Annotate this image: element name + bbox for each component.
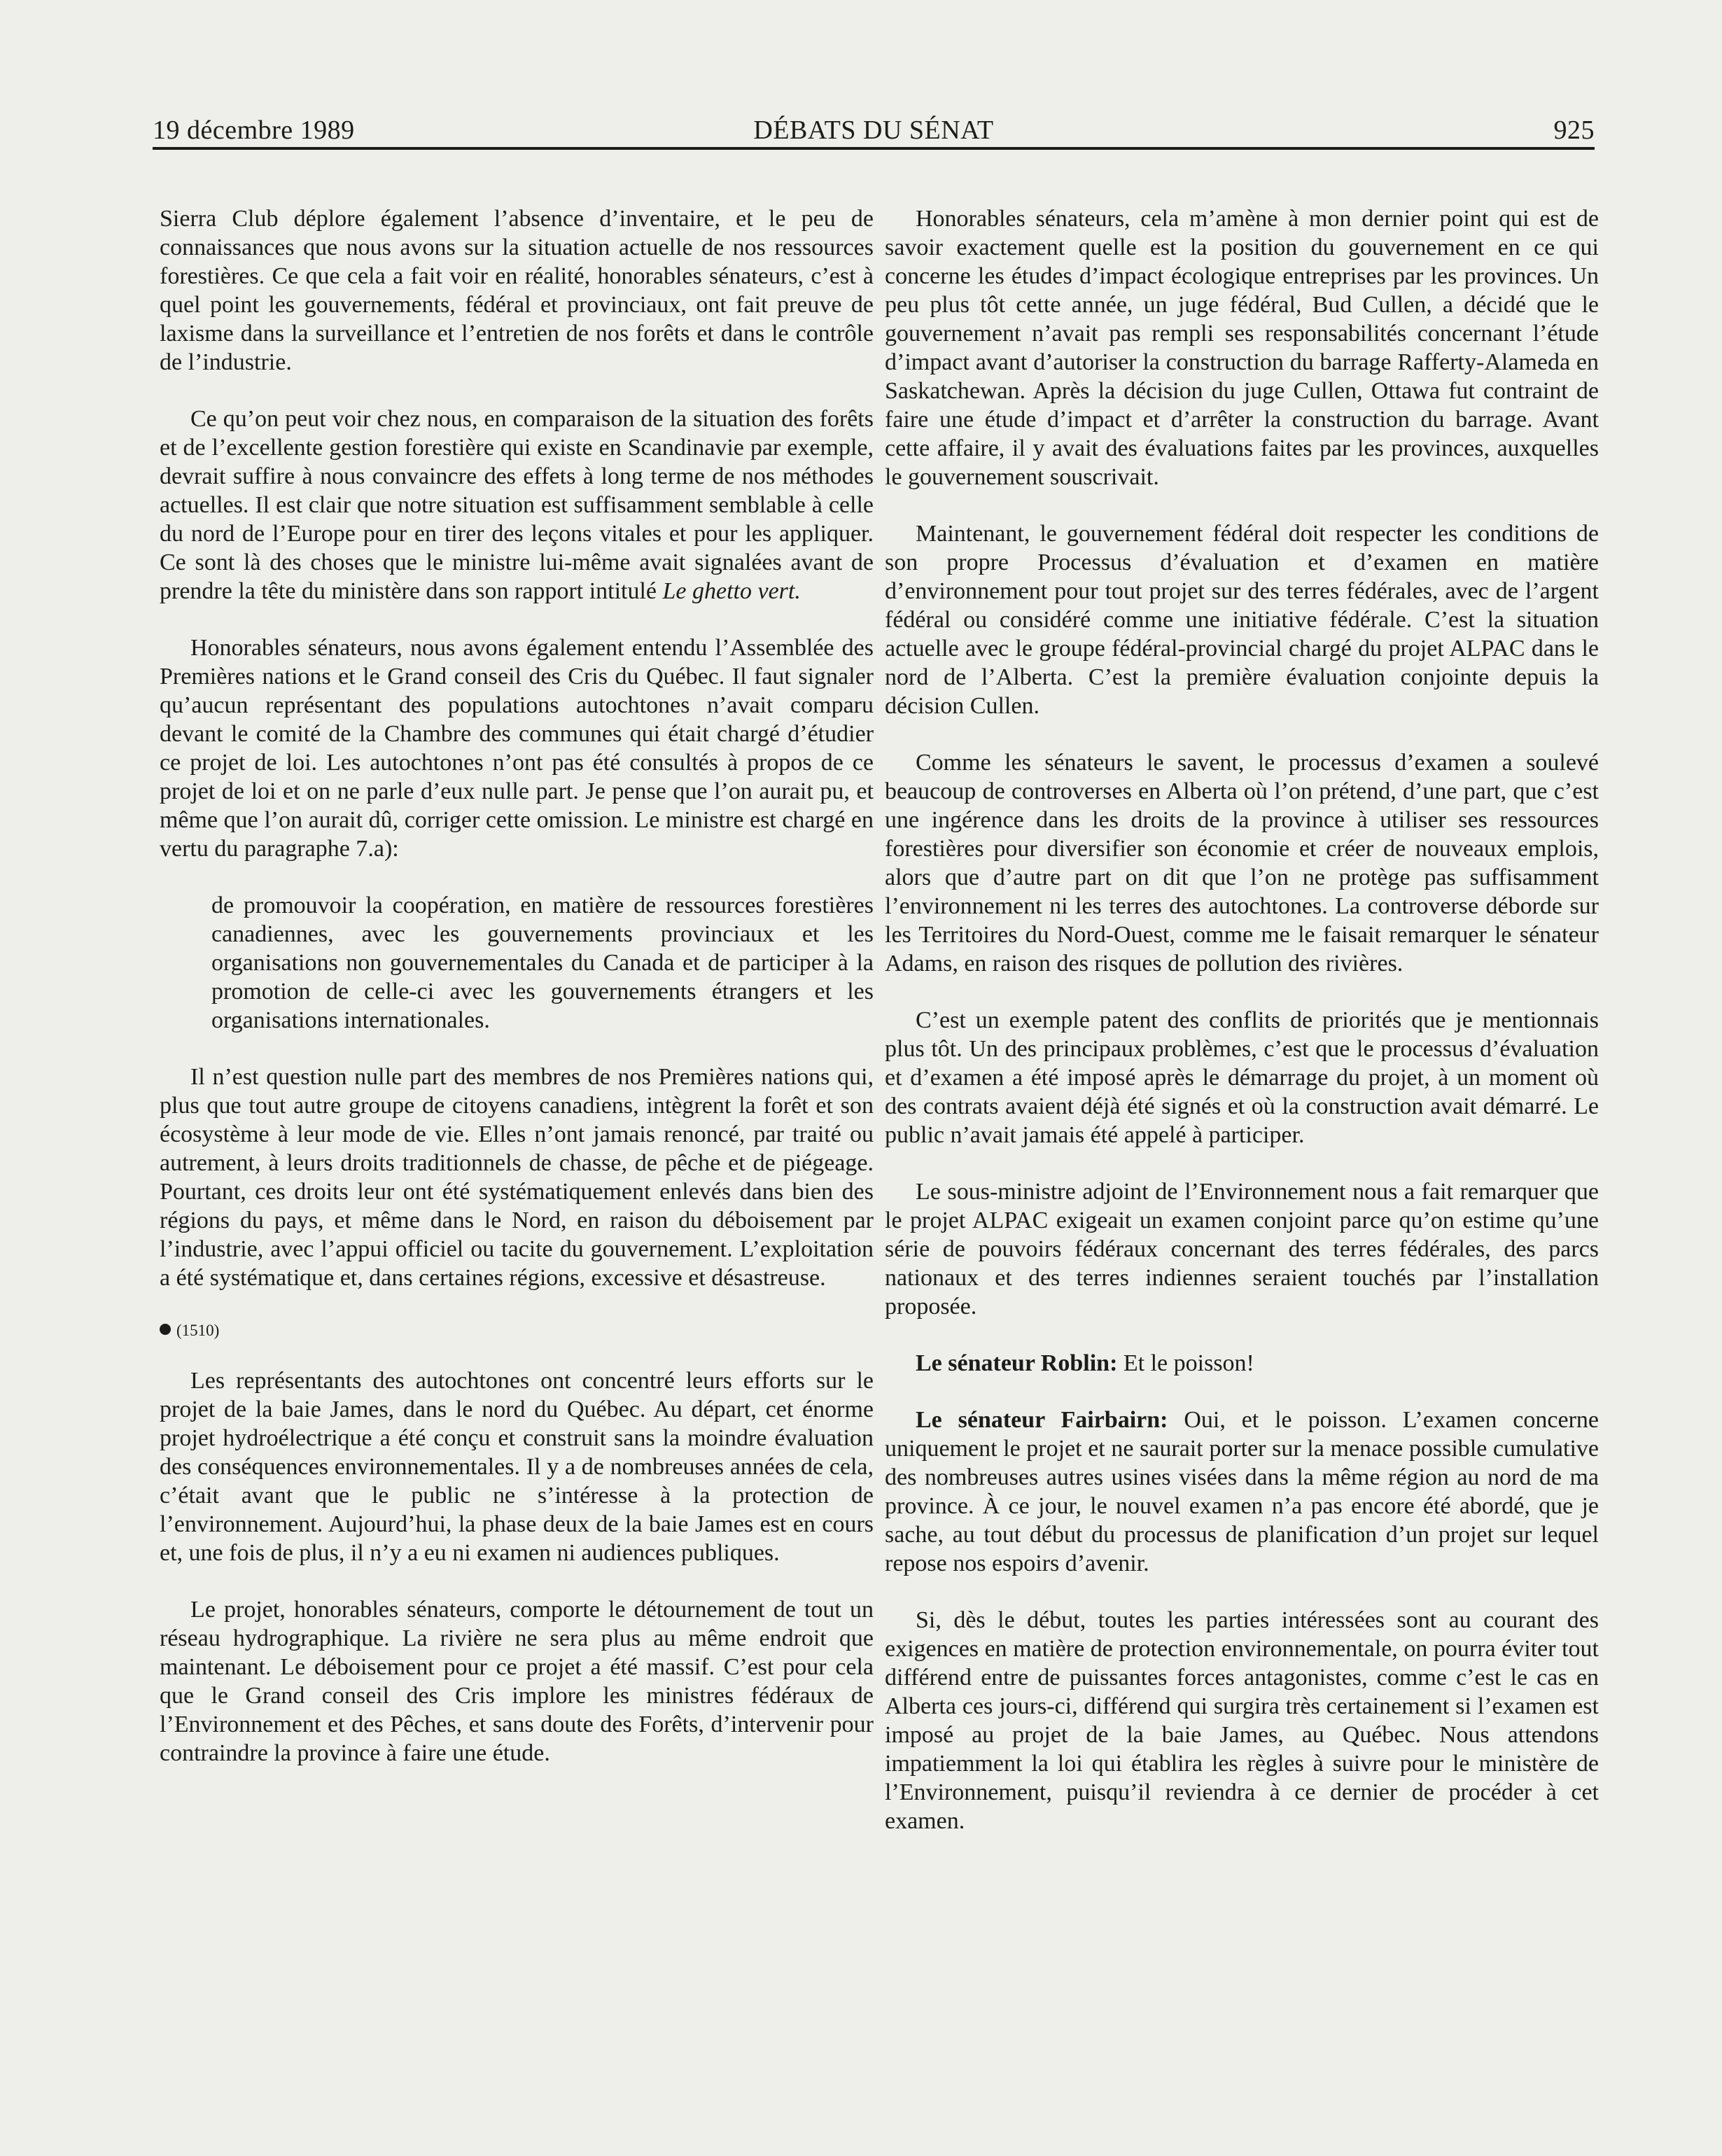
header-title: DÉBATS DU SÉNAT: [753, 115, 994, 145]
paragraph: Comme les sénateurs le savent, le processus d’examen a soulevé beaucoup de controverses en Alberta où l’on prétend, d’une part, que c’est une ingérence dans les droits de la province à utiliser ses ressources forestières pour diversifier son économie et créer de nouveaux emplois, alors que d’autre part on dit que l’on ne protège pas suffisamment l’environnement ni les terres des autochtones. La controverse déborde sur les Territoires du Nord-Ouest, comme me le faisait remarquer le sénateur Adams, en raison des risques de pollution des rivières.: [885, 750, 1599, 976]
paragraph: Honorables sénateurs, cela m’amène à mon dernier point qui est de savoir exactement quelle est la position du gouvernement en ce qui concerne les études d’impact écologique entreprises par les provinces. Un peu plus tôt cette année, un juge fédéral, Bud Cullen, a décidé que le gouvernement n’avait pas rempli ses responsabilités concernant l’étude d’impact avant d’autoriser la construction du barrage Rafferty-Alameda en Saskatchewan. Après la décision du juge Cullen, Ottawa fut contraint de faire une étude d’impact et d’arrêter la construction du barrage. Avant cette affaire, il y avait des évaluations faites par les provinces, auxquelles le gouvernement souscrivait.: [885, 206, 1599, 490]
paragraph: [160, 405, 874, 606]
paragraph: Le projet, honorables sénateurs, comporte le détournement de tout un réseau hydrographique. La rivière ne sera plus au même endroit que maintenant. Le déboisement pour ce projet a été massif. C’est pour cela que le Grand conseil des Cris implore les ministres fédéraux de l’Environnement et des Pêches, et sans doute des Forêts, d’intervenir pour contraindre la province à faire une étude.: [160, 1597, 874, 1766]
block-quote: de promouvoir la coopération, en matière de ressources forestières canadiennes, avec les gouvernements provinciaux et les organisations non gouvernementales du Canada et de participer à la promotion de celle-ci avec les gouvernements étrangers et les organisations internationales.: [211, 892, 874, 1033]
paragraph-text-end: ):: [384, 836, 399, 862]
paragraph-reference: 7.a: [356, 836, 384, 862]
header-date: 19 décembre 1989: [153, 115, 355, 145]
paragraph: Le sous-ministre adjoint de l’Environnement nous a fait remarquer que le projet ALPAC exigeait un examen conjoint parce qu’on estime qu’une série de pouvoirs fédéraux concernant des terres fédérales, des parcs nationaux et des terres indiennes seraient touchés par l’installation proposée.: [885, 1179, 1599, 1320]
paragraph-text: Ce qu’on peut voir chez nous, en comparaison de la situation des forêts et de l’excellente gestion forestière qui existe en Scandinavie par exemple, devrait suffire à nous convaincre des effets à long terme de nos méthodes actuelles. Il est clair que notre situation est suffisamment semblable à celle du nord de l’Europe pour en tirer des leçons vitales et pour les appliquer. Ce sont là des choses que le ministre lui-même avait signalées avant de prendre la tête du ministère dans son rapport intitulé: [160, 406, 874, 604]
paragraph-text: Honorables sénateurs, nous avons également entendu l’Assemblée des Premières nations et le Grand conseil des Cris du Québec. Il faut signaler qu’aucun représentant des populations autochtones n’avait comparu devant le comité de la Chambre des communes qui était chargé d’étudier ce projet de loi. Les autochtones n’ont pas été consultés à propos de ce projet de loi et on ne parle d’eux nulle part. Je pense que l’on aurait pu, et même que l’on aurait dû, corriger cette omission. Le ministre est chargé en vertu du paragraphe: [160, 635, 874, 862]
report-title: Le ghetto vert.: [662, 578, 801, 604]
left-column: [160, 204, 874, 1795]
header-page-number: 925: [1553, 115, 1595, 145]
paragraph: Les représentants des autochtones ont concentré leurs efforts sur le projet de la baie James, dans le nord du Québec. Au départ, cet énorme projet hydroélectrique a été conçu et construit sans la moindre évaluation des conséquences environnementales. Il y a de nombreuses années de cela, c’était avant que le public ne s’intéresse à la protection de l’environnement. Aujourd’hui, la phase deux de la baie James est en cours et, une fois de plus, il n’y a eu ni examen ni audiences publiques.: [160, 1368, 874, 1566]
speaker-name: Le sénateur Fairbairn:: [916, 1407, 1168, 1433]
bullet-icon: [160, 1324, 171, 1335]
time-marker-text: (1510): [176, 1322, 220, 1339]
paragraph: [160, 634, 874, 863]
speech-text: Oui, et le poisson. L’examen concerne uniquement le projet et ne saurait porter sur la menace possible cumulative des nombreuses autres usines visées dans la même région au nord de ma province. À ce jour, le nouvel examen n’a pas encore été abordé, que je sache, au tout début du processus de planification d’un projet sur lequel repose nos espoirs d’avenir.: [885, 1407, 1599, 1576]
speaker-paragraph: [885, 1349, 1599, 1378]
speech-text: Et le poisson!: [1123, 1350, 1254, 1376]
right-column: [885, 204, 1599, 1863]
time-marker: [160, 1320, 874, 1341]
speaker-name: Le sénateur Roblin:: [916, 1350, 1118, 1376]
paragraph: Sierra Club déplore également l’absence d’inventaire, et le peu de connaissances que nous avons sur la situation actuelle de nos ressources forestières. Ce que cela a fait voir en réalité, honorables sénateurs, c’est à quel point les gouvernements, fédéral et provinciaux, ont fait preuve de laxisme dans la surveillance et l’entretien de nos forêts et dans le contrôle de l’industrie.: [160, 206, 874, 375]
paragraph: Si, dès le début, toutes les parties intéressées sont au courant des exigences en matière de protection environnementale, on pourra éviter tout différend entre de puissantes forces antagonistes, comme c’est le cas en Alberta ces jours-ci, différend qui surgira très certainement si l’examen est imposé au projet de la baie James, au Québec. Nous attendons impatiemment la loi qui établira les règles à suivre pour le ministère de l’Environnement, puisqu’il reviendra à ce dernier de procéder à cet examen.: [885, 1607, 1599, 1834]
paragraph: C’est un exemple patent des conflits de priorités que je mentionnais plus tôt. Un des principaux problèmes, c’est que le processus d’évaluation et d’examen a été imposé après le démarrage du projet, à un moment où des contrats avaient déjà été signés et où la construction avait démarré. Le public n’avait jamais été appelé à participer.: [885, 1007, 1599, 1148]
paragraph: Maintenant, le gouvernement fédéral doit respecter les conditions de son propre Processus d’évaluation et d’examen en matière d’environnement pour tout projet sur des terres fédérales, avec de l’argent fédéral ou considéré comme une initiative fédérale. C’est la situation actuelle avec le groupe fédéral-provincial chargé du projet ALPAC dans le nord de l’Alberta. C’est la première évaluation conjointe depuis la décision Cullen.: [885, 521, 1599, 719]
speaker-paragraph: [885, 1406, 1599, 1578]
paragraph: Il n’est question nulle part des membres de nos Premières nations qui, plus que tout autre groupe de citoyens canadiens, intègrent la forêt et son écosystème à leur mode de vie. Elles n’ont jamais renoncé, par traité ou autrement, à leurs droits traditionnels de chasse, de pêche et de piégeage. Pourtant, ces droits leur ont été systématiquement enlevés dans bien des régions du pays, et même dans le Nord, en raison du déboisement par l’industrie, avec l’appui officiel ou tacite du gouvernement. L’exploitation a été systématique et, dans certaines régions, excessive et désastreuse.: [160, 1064, 874, 1291]
running-header: [153, 113, 1595, 150]
